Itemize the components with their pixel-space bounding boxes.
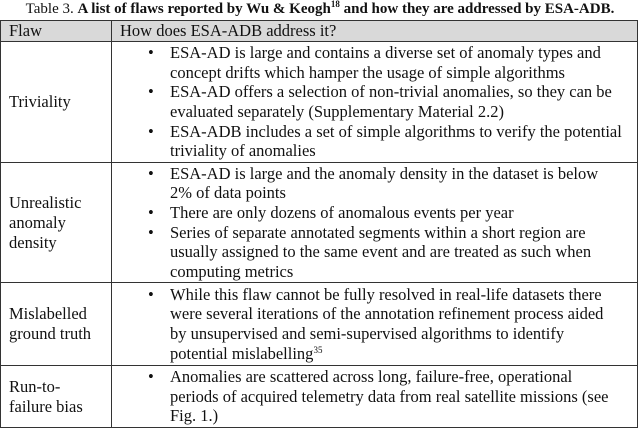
caption-title: A list of flaws reported by Wu & Keogh [77,1,331,17]
bullet-text-line [170,367,637,387]
bullet-text-line [170,406,637,426]
bullet-text-line [170,262,637,282]
text: usually assigned to the same event and are treated as such when [170,242,592,262]
bullet-text-line [170,387,637,407]
text: by unsupervised and semi-supervised algorithms to identify [170,324,565,343]
text: ESA-ADB includes a set of simple algorithms to verify the potential [170,121,622,141]
flaw-cell [1,366,112,428]
table-header-row [1,21,638,42]
flaws-table [0,20,638,428]
bullet-item [112,122,637,161]
flaw-label-line: Run-to- [9,376,61,396]
bullet-icon: • [148,82,154,102]
bullet-text-line [170,102,637,122]
address-cell [112,42,638,163]
bullet-item [112,82,637,121]
text: ESA-AD offers a selection of non-trivial anomalies, so they can be [170,82,612,102]
address-cell [112,163,638,283]
bullet-text-line [170,43,637,63]
text: While this flaw cannot be fully resolved in real-life datasets there [170,284,602,304]
text: Anomalies are scattered across long, failure-free, operational [170,367,573,387]
text: periods of acquired telemetry data from real satellite missions (see [170,386,609,406]
text: evaluated separately (Supplementary Material 2.2) [170,102,504,121]
text: There are only dozens of anomalous events per year [170,202,514,222]
bullet-item [112,285,637,363]
address-cell [112,283,638,366]
flaw-cell [1,283,112,366]
address-cell [112,366,638,428]
caption-label: Table 3. [25,1,74,17]
text: Fig. 1.) [170,406,219,426]
bullet-text-line [170,82,637,102]
table-row [1,42,638,163]
bullet-icon: • [148,202,154,222]
caption-reference: 18 [330,0,340,9]
bullet-text-line [170,304,637,324]
bullet-text-line [170,242,637,262]
table-row [1,366,638,428]
table-caption [0,0,640,19]
header-flaw: Flaw [1,21,112,42]
bullet-icon: • [148,284,154,304]
bullet-text-line [170,122,637,142]
bullet-text-line [170,223,637,243]
flaw-cell [1,42,112,163]
bullet-item [112,223,637,282]
text: computing metrics [170,261,294,281]
bullet-icon: • [148,367,154,387]
caption-title-end: and how they are addressed by ESA-ADB. [343,1,615,17]
text: were several iterations of the annotation refinement process aided [170,304,604,324]
text: Series of separate annotated segments within a short region are [170,222,586,242]
bullet-text-line [170,324,637,344]
flaw-label-line: Unrealistic [9,192,82,212]
bullet-item [112,164,637,203]
header-address: How does ESA-ADB address it? [112,21,638,42]
text: potential mislabelling [170,343,314,363]
bullet-icon: • [148,163,154,183]
bullet-icon: • [148,121,154,141]
flaw-label-line: Triviality [9,92,71,111]
bullet-item [112,367,637,426]
flaw-cell [1,163,112,283]
bullet-item [112,43,637,82]
flaw-label-line: anomaly [9,212,66,232]
bullet-text-line [170,164,637,184]
reference-superscript: 35 [313,344,323,355]
text: concept drifts which hamper the usage of simple algorithms [170,62,565,82]
bullet-text-line [170,285,637,305]
bullet-text-line [170,203,637,223]
table-row [1,283,638,366]
text: 2% of data points [170,183,286,203]
flaw-label-line: ground truth [9,324,92,343]
bullet-icon: • [148,43,154,63]
bullet-text-line [170,63,637,83]
bullet-text-line [170,141,637,161]
flaw-label-line: failure bias [9,396,83,416]
flaw-label-line: Mislabelled [9,304,87,323]
flaw-label-line: density [9,232,57,252]
bullet-icon: • [148,222,154,242]
text: ESA-AD is large and contains a diverse set of anomaly types and [170,43,601,63]
text: ESA-AD is large and the anomaly density in the dataset is below [170,163,599,183]
table-row [1,163,638,283]
text: triviality of anomalies [170,141,316,161]
bullet-text-line [170,344,637,364]
bullet-item [112,203,637,223]
bullet-text-line [170,183,637,203]
